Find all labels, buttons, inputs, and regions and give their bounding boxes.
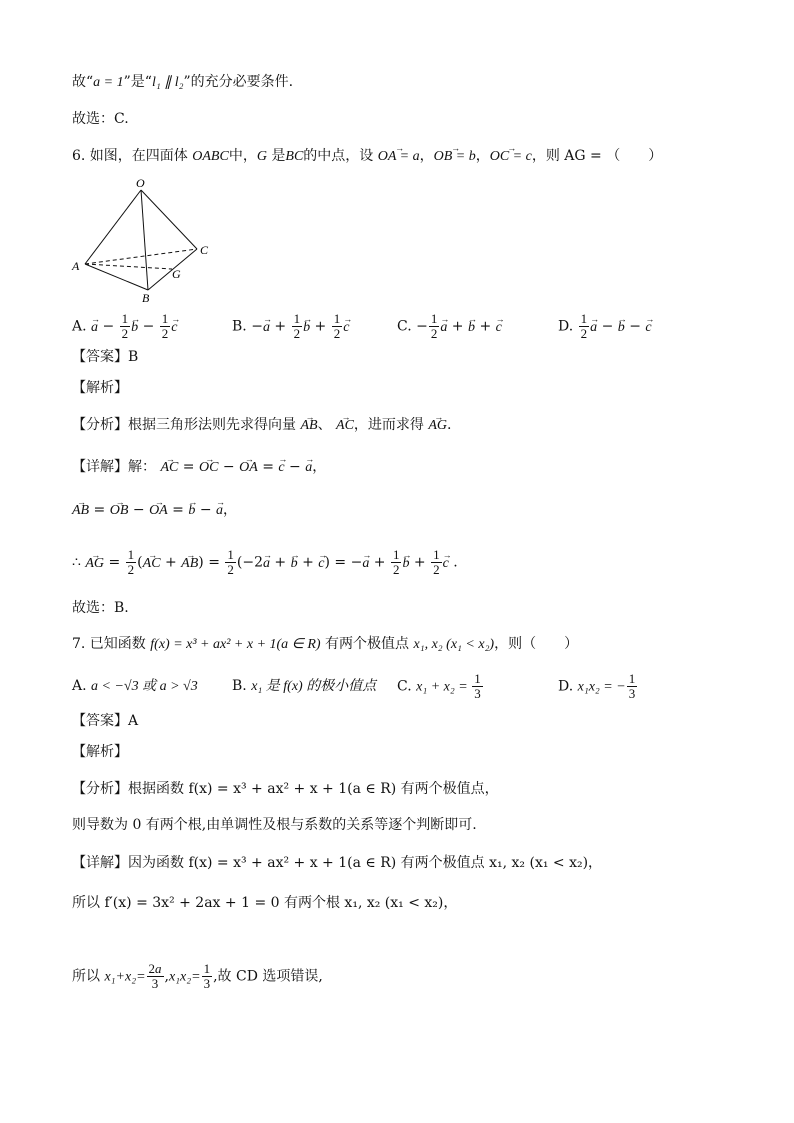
vector-ac: → AC <box>336 418 354 433</box>
option-text: a < −√3 或 a > √3 <box>91 679 198 694</box>
option-label: A. <box>72 678 87 694</box>
text: 是 <box>271 148 286 164</box>
option-label: B. <box>232 678 247 694</box>
text: 6. 如图，在四面体 <box>72 148 188 164</box>
option-b: B. −→ a + $\frac{1}{2}$ → b + $\frac{1}{2}$ → c <box>232 312 349 341</box>
text: 有两个极值点 <box>325 636 410 652</box>
math: x₁, x₂ (x₁ < x₂) <box>413 637 495 652</box>
math: l₁ ∥ l₂ <box>151 75 184 90</box>
option-label: C. <box>397 678 412 695</box>
option-a: A. → a − $\frac{1}{2}$ → b − $\frac{1}{2}$ → c <box>72 312 178 341</box>
option-text: x₁ + x₂ = <box>416 679 472 695</box>
q7-line-5: 所以 x₁+x₂= $\frac{2a}{3}$ ,x₁x₂= $\frac{1}{3}$ ,故 CD 选项错误, <box>72 961 323 991</box>
math: G <box>256 149 267 164</box>
label-c: C <box>200 243 209 257</box>
tag: 【详解】 <box>72 855 128 871</box>
fenxi-7 <box>72 779 499 799</box>
tag: 【答案】 <box>72 349 128 365</box>
jiexi-6: 【解析】 <box>72 380 128 396</box>
option-label: B. <box>232 318 247 335</box>
answer-value: A <box>128 713 139 729</box>
tag: 【分析】 <box>72 417 128 433</box>
choose-b: 故选：B. <box>72 600 129 616</box>
q7-option-b <box>232 676 376 697</box>
text: 根据三角形法则先求得向量 <box>128 417 296 433</box>
math: OABC <box>192 149 229 164</box>
vector-ob: → OB = b <box>434 149 476 164</box>
fenxi-6 <box>72 415 451 436</box>
q7-line-2: 则导数为 0 有两个根,由单调性及根与系数的关系等逐个判断即可. <box>72 817 477 833</box>
option-label: D. <box>558 678 574 695</box>
text: ,故 CD 选项错误, <box>213 968 323 985</box>
math: BC <box>285 149 304 164</box>
label-b: B <box>142 291 150 302</box>
question-7-stem <box>72 634 578 655</box>
vector-ag: → AG <box>428 418 447 433</box>
option-text: x₁ 是 f(x) 的极小值点 <box>251 679 377 694</box>
text: . <box>447 417 452 433</box>
q7-line-4: 所以 f′(x) = 3x² + 2ax + 1 = 0 有两个根 x₁, x₂ (x₁ < x₂)， <box>72 895 458 911</box>
detail-6-line-3: ∴ → AG = $\frac{1}{2}$ (→ AC + → AB) = $\frac{1}{2}$ (−2→ a + → b + → c) = −→ a + $\frac{1}{2}$ → b + $\frac{1}{2}$ → c . <box>72 548 458 577</box>
option-label: D. <box>558 318 574 335</box>
q7-option-a <box>72 676 198 697</box>
tag: 【分析】 <box>72 781 128 797</box>
label-g: G <box>172 267 181 281</box>
text: 因为函数 f(x) = x³ + ax² + x + 1(a ∈ R) 有两个极值点 x₁, x₂ (x₁ < x₂)， <box>128 855 603 871</box>
label-o: O <box>136 176 145 190</box>
text: ”是“ <box>123 74 152 90</box>
option-label: A. <box>72 318 87 335</box>
detail-6-line-1: 【详解】解： → AC = → OC − → OA = → c − → a， <box>72 457 326 478</box>
vector-oc: → OC = c <box>490 149 532 164</box>
text: 根据函数 f(x) = x³ + ax² + x + 1(a ∈ R) 有两个极值点， <box>128 781 499 797</box>
tag: 【详解】 <box>72 459 128 475</box>
text: 的中点，设 <box>303 148 374 164</box>
jiexi-7: 【解析】 <box>72 744 128 760</box>
text: ，则（ ） <box>494 636 579 652</box>
question-6-stem: 6. 如图，在四面体 OABC中，G 是BC的中点，设 → OA = a，→ OB = b，→ OC = c，则 AG = （ ） <box>72 146 662 167</box>
option-c: C. − $\frac{1}{2}$ → a + → b + → c <box>397 312 502 341</box>
math: a = 1 <box>93 75 124 90</box>
q7-option-d: D. x₁x₂ = − $\frac{1}{3}$ <box>558 671 636 701</box>
vector-oa: → OA = a <box>378 149 420 164</box>
tag: 【答案】 <box>72 713 128 729</box>
text: ”的充分必要条件. <box>183 74 294 90</box>
answer-7 <box>72 711 138 731</box>
text-line-conclusion <box>72 72 293 93</box>
text: ，进而求得 <box>353 417 424 433</box>
vector-ab: → AB <box>300 418 317 433</box>
choose-c: 故选：C. <box>72 111 129 127</box>
detail-6-line-2: → AB = → OB − → OA = → b − → a， <box>72 500 237 521</box>
tetrahedron-diagram <box>68 172 228 302</box>
answer-value: B <box>128 349 139 365</box>
option-d: D. $\frac{1}{2}$ → a − → b − → c <box>558 312 652 341</box>
option-text: x₁x₂ = − <box>577 679 626 695</box>
text: 中， <box>228 148 257 164</box>
text: ，则 AG = （ ） <box>531 148 663 164</box>
option-label: C. <box>397 318 412 335</box>
text: 7. 已知函数 <box>72 636 146 652</box>
text: 解： <box>128 459 156 475</box>
detail-7 <box>72 853 602 873</box>
text: 故“ <box>72 74 94 90</box>
label-a: A <box>72 259 80 273</box>
answer-6 <box>72 347 138 367</box>
q7-option-c: C. x₁ + x₂ = $\frac{1}{3}$ <box>397 671 481 701</box>
text: 、 <box>317 417 332 433</box>
math: f(x) = x³ + ax² + x + 1(a ∈ R) <box>150 637 321 652</box>
text: 所以 <box>72 968 100 985</box>
